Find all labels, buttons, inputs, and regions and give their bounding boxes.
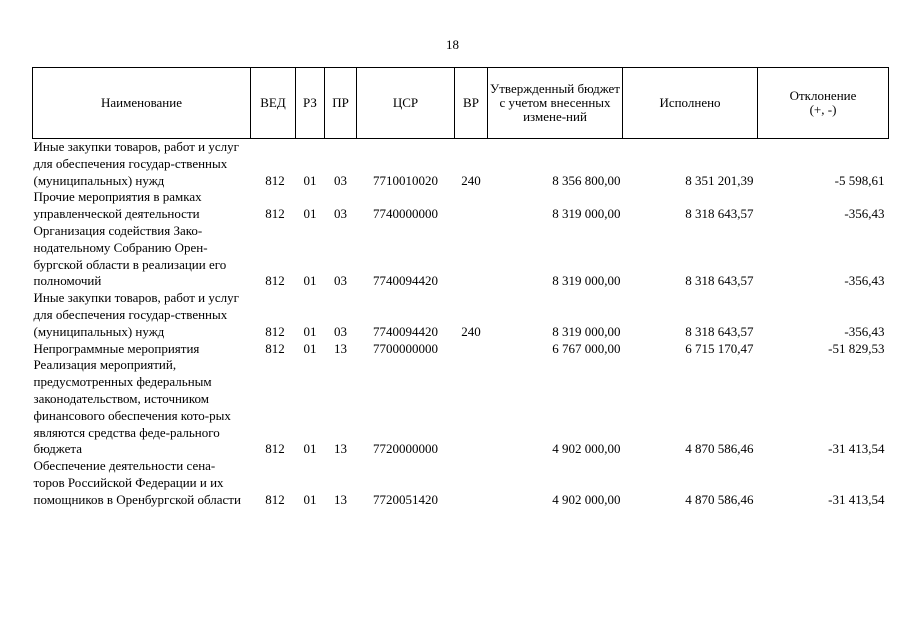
- cell-vr: 240: [461, 172, 481, 188]
- cell-approved: 4 902 000,00: [552, 491, 621, 507]
- cell-deviation: -31 413,54: [828, 491, 885, 507]
- table-row: [33, 458, 889, 508]
- cell-pr: 13: [334, 441, 347, 457]
- table-row: [33, 223, 889, 290]
- cell-ved: 812: [265, 273, 285, 289]
- header-name: Наименование: [33, 68, 251, 139]
- cell-rz: 01: [303, 206, 317, 222]
- cell-executed: 6 715 170,47: [685, 340, 754, 356]
- cell-deviation: -5 598,61: [834, 172, 885, 188]
- table-row: [33, 139, 889, 190]
- table-row: [33, 290, 889, 340]
- cell-name: Прочие мероприятия в рамках управленческой деятельности: [33, 189, 202, 222]
- cell-executed: 4 870 586,46: [685, 491, 754, 507]
- cell-executed: 8 351 201,39: [685, 172, 754, 188]
- cell-vr: [455, 341, 488, 358]
- cell-vr: [455, 189, 488, 223]
- cell-ved: 812: [265, 340, 285, 356]
- cell-rz: 01: [303, 273, 317, 289]
- header-approved: Утвержденный бюджет с учетом внесенных измене-ний: [488, 68, 623, 139]
- cell-pr: 03: [334, 206, 347, 222]
- header-rz: РЗ: [296, 68, 325, 139]
- cell-approved: 8 319 000,00: [552, 273, 621, 289]
- cell-deviation: -356,43: [844, 323, 885, 339]
- cell-pr: 13: [334, 340, 347, 356]
- cell-name: Иные закупки товаров, работ и услуг для обеспечения государ-ственных (муниципальных) нужд: [33, 290, 239, 339]
- table-row: [33, 341, 889, 358]
- cell-deviation: -31 413,54: [828, 441, 885, 457]
- cell-approved: 8 319 000,00: [552, 323, 621, 339]
- cell-ved: 812: [265, 206, 285, 222]
- cell-rz: 01: [303, 491, 317, 507]
- cell-csr: 7740094420: [373, 323, 438, 339]
- cell-approved: 8 356 800,00: [552, 172, 621, 188]
- cell-csr: 7740094420: [373, 273, 438, 289]
- cell-ved: 812: [265, 491, 285, 507]
- cell-deviation: -51 829,53: [828, 340, 885, 356]
- cell-pr: 03: [334, 323, 347, 339]
- cell-deviation: -356,43: [844, 206, 885, 222]
- cell-approved: 6 767 000,00: [552, 340, 621, 356]
- cell-executed: 8 318 643,57: [685, 206, 754, 222]
- cell-rz: 01: [303, 340, 317, 356]
- cell-vr: [455, 357, 488, 458]
- table-header-row: [33, 68, 889, 139]
- header-pr: ПР: [325, 68, 357, 139]
- cell-pr: 03: [334, 172, 347, 188]
- header-csr: ЦСР: [357, 68, 455, 139]
- cell-rz: 01: [303, 323, 317, 339]
- cell-csr: 7710010020: [373, 172, 438, 188]
- cell-ved: 812: [265, 441, 285, 457]
- cell-name: Организация содействия Зако-нодательному Собранию Орен-бургской области в реализации его полномочий: [33, 222, 227, 289]
- cell-executed: 4 870 586,46: [685, 441, 754, 457]
- cell-csr: 7720000000: [373, 441, 438, 457]
- cell-ved: 812: [265, 172, 285, 188]
- cell-approved: 8 319 000,00: [552, 206, 621, 222]
- table-row: [33, 357, 889, 458]
- cell-vr: [455, 458, 488, 508]
- cell-pr: 13: [334, 491, 347, 507]
- budget-execution-table: [32, 67, 889, 509]
- cell-ved: 812: [265, 323, 285, 339]
- cell-rz: 01: [303, 172, 317, 188]
- cell-executed: 8 318 643,57: [685, 273, 754, 289]
- header-executed: Исполнено: [623, 68, 758, 139]
- page-number: 18: [446, 37, 459, 52]
- cell-approved: 4 902 000,00: [552, 441, 621, 457]
- cell-vr: 240: [461, 323, 481, 339]
- cell-pr: 03: [334, 273, 347, 289]
- header-deviation-sign: (+, -): [809, 102, 837, 117]
- cell-csr: 7700000000: [373, 340, 438, 356]
- cell-name: Непрограммные мероприятия: [33, 340, 200, 356]
- cell-csr: 7740000000: [373, 206, 438, 222]
- header-ved: ВЕД: [251, 68, 296, 139]
- cell-name: Иные закупки товаров, работ и услуг для обеспечения государ-ственных (муниципальных) нужд: [33, 139, 239, 188]
- cell-csr: 7720051420: [373, 491, 438, 507]
- header-vr: ВР: [455, 68, 488, 139]
- cell-deviation: -356,43: [844, 273, 885, 289]
- cell-name: Реализация мероприятий, предусмотренных федеральным законодательством, источником финансового обеспечения кото-рых являются средства феде-рального бюджета: [33, 357, 231, 457]
- cell-executed: 8 318 643,57: [685, 323, 754, 339]
- header-deviation: [758, 68, 889, 139]
- cell-name: Обеспечение деятельности сена-торов Российской Федерации и их помощников в Оренбургской области: [33, 458, 241, 507]
- cell-vr: [455, 223, 488, 290]
- cell-rz: 01: [303, 441, 317, 457]
- header-deviation-title: Отклонение: [789, 88, 857, 103]
- table-row: [33, 189, 889, 223]
